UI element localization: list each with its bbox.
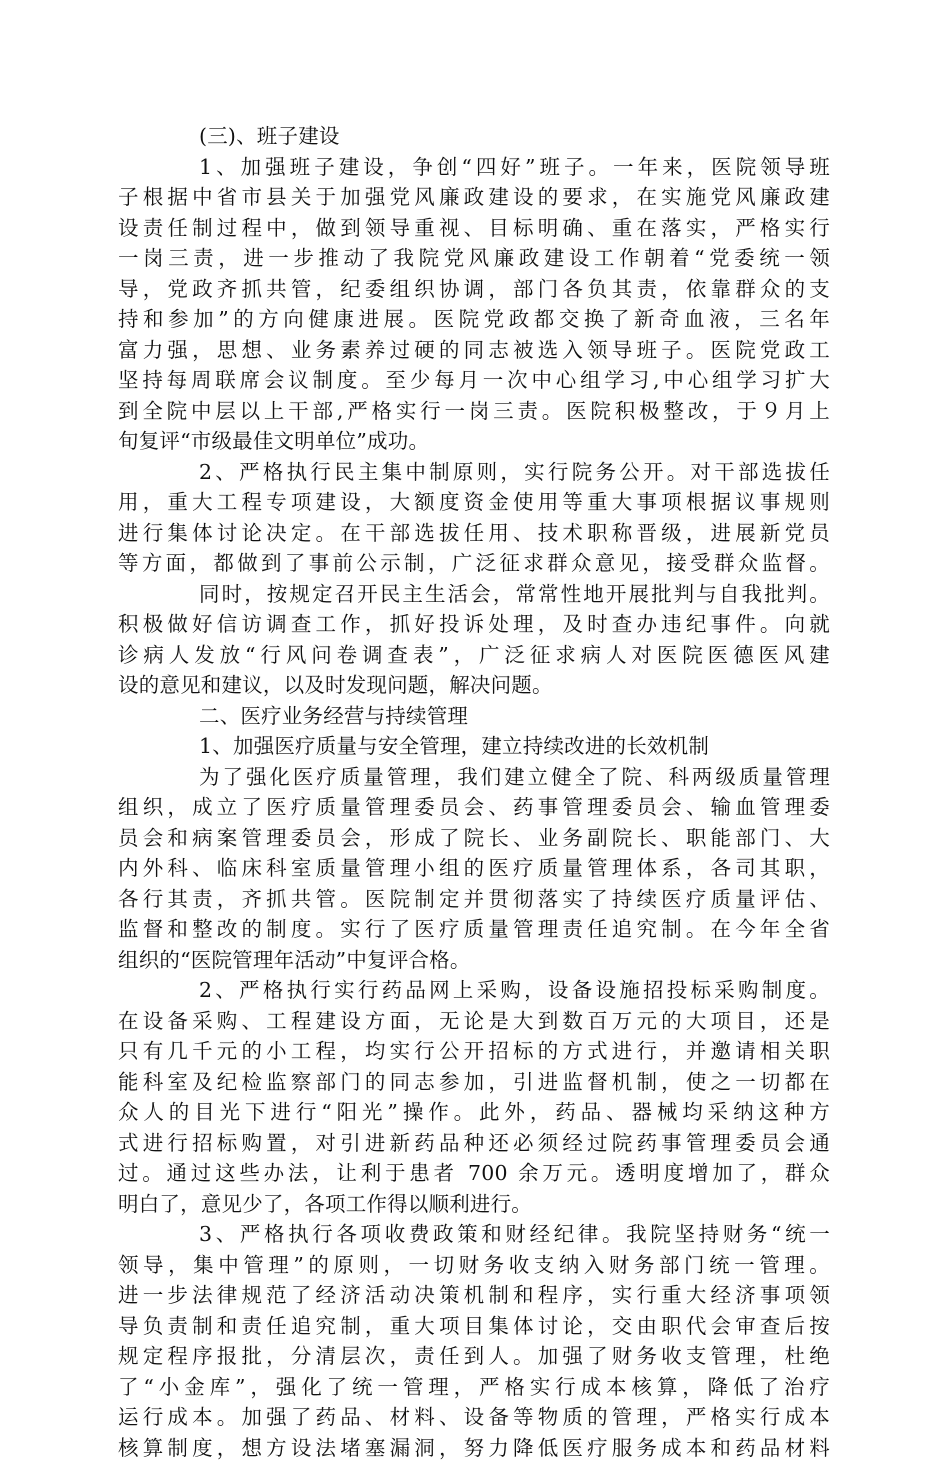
- text-line: 诊病人发放“行风问卷调查表”，广泛征求病人对医院医德医风建: [118, 640, 830, 671]
- paragraph-first-line: 同时，按规定召开民主生活会，常常性地开展批判与自我批判。: [118, 579, 830, 610]
- text-line: 核算制度，想方设法堵塞漏洞，努力降低医疗服务成本和药品材料: [118, 1433, 830, 1463]
- text-line: 组织的“医院管理年活动”中复评合格。: [118, 945, 830, 976]
- text-line: 设的意见和建议，以及时发现问题，解决问题。: [118, 670, 830, 701]
- text-line: 子根据中省市县关于加强党风廉政建设的要求，在实施党风廉政建: [118, 182, 830, 213]
- paragraph-first-line: (三)、班子建设: [118, 121, 830, 152]
- text-line: 监督和整改的制度。实行了医疗质量管理责任追究制。在今年全省: [118, 914, 830, 945]
- text-line: 富力强，思想、业务素养过硬的同志被选入领导班子。医院党政工: [118, 335, 830, 366]
- paragraph-first-line: 2、严格执行实行药品网上采购，设备设施招投标采购制度。: [118, 975, 830, 1006]
- text-line: 组织，成立了医疗质量管理委员会、药事管理委员会、输血管理委: [118, 792, 830, 823]
- text-line: 坚持每周联席会议制度。至少每月一次中心组学习,中心组学习扩大: [118, 365, 830, 396]
- text-line: 只有几千元的小工程，均实行公开招标的方式进行，并邀请相关职: [118, 1036, 830, 1067]
- text-line: 内外科、临床科室质量管理小组的医疗质量管理体系，各司其职，: [118, 853, 830, 884]
- text-line: 持和参加”的方向健康进展。医院党政都交换了新奇血液，三名年: [118, 304, 830, 335]
- text-line: 一岗三责，进一步推动了我院党风廉政建设工作朝着“党委统一领: [118, 243, 830, 274]
- text-line: 运行成本。加强了药品、材料、设备等物质的管理，严格实行成本: [118, 1402, 830, 1433]
- text-line: 了“小金库”，强化了统一管理，严格实行成本核算，降低了治疗: [118, 1372, 830, 1403]
- paragraph-first-line: 1、加强医疗质量与安全管理，建立持续改进的长效机制: [118, 731, 830, 762]
- text-line: 领导，集中管理”的原则，一切财务收支纳入财务部门统一管理。: [118, 1250, 830, 1281]
- text-line: 明白了，意见少了，各项工作得以顺利进行。: [118, 1189, 830, 1220]
- text-line: 众人的目光下进行“阳光”操作。此外，药品、器械均采纳这种方: [118, 1097, 830, 1128]
- text-line: 各行其责，齐抓共管。医院制定并贯彻落实了持续医疗质量评估、: [118, 884, 830, 915]
- text-line: 等方面，都做到了事前公示制，广泛征求群众意见，接受群众监督。: [118, 548, 830, 579]
- paragraph-first-line: 二、医疗业务经营与持续管理: [118, 701, 830, 732]
- text-line: 员会和病案管理委员会，形成了院长、业务副院长、职能部门、大: [118, 823, 830, 854]
- text-line: 到全院中层以上干部,严格实行一岗三责。医院积极整改，于９月上: [118, 396, 830, 427]
- text-line: 用，重大工程专项建设，大额度资金使用等重大事项根据议事规则: [118, 487, 830, 518]
- paragraph-first-line: 为了强化医疗质量管理，我们建立健全了院、科两级质量管理: [118, 762, 830, 793]
- text-line: 进一步法律规范了经济活动决策机制和程序，实行重大经济事项领: [118, 1280, 830, 1311]
- paragraph-first-line: 3、严格执行各项收费政策和财经纪律。我院坚持财务“统一: [118, 1219, 830, 1250]
- text-line: 过。通过这些办法，让利于患者 700 余万元。透明度增加了，群众: [118, 1158, 830, 1189]
- text-line: 在设备采购、工程建设方面，无论是大到数百万元的大项目，还是: [118, 1006, 830, 1037]
- paragraph-first-line: 1、加强班子建设，争创“四好”班子。一年来，医院领导班: [118, 152, 830, 183]
- document-body: [118, 121, 830, 1463]
- text-line: 进行集体讨论决定。在干部选拔任用、技术职称晋级，进展新党员: [118, 518, 830, 549]
- text-line: 导，党政齐抓共管，纪委组织协调，部门各负其责，依靠群众的支: [118, 274, 830, 305]
- text-line: 能科室及纪检监察部门的同志参加，引进监督机制，使之一切都在: [118, 1067, 830, 1098]
- paragraph-first-line: 2、严格执行民主集中制原则，实行院务公开。对干部选拔任: [118, 457, 830, 488]
- text-line: 积极做好信访调查工作，抓好投诉处理，及时查办违纪事件。向就: [118, 609, 830, 640]
- text-line: 规定程序报批，分清层次，责任到人。加强了财务收支管理，杜绝: [118, 1341, 830, 1372]
- text-line: 设责任制过程中，做到领导重视、目标明确、重在落实，严格实行: [118, 213, 830, 244]
- text-line: 式进行招标购置，对引进新药品种还必须经过院药事管理委员会通: [118, 1128, 830, 1159]
- text-line: 旬复评“市级最佳文明单位”成功。: [118, 426, 830, 457]
- text-line: 导负责制和责任追究制，重大项目集体讨论，交由职代会审查后按: [118, 1311, 830, 1342]
